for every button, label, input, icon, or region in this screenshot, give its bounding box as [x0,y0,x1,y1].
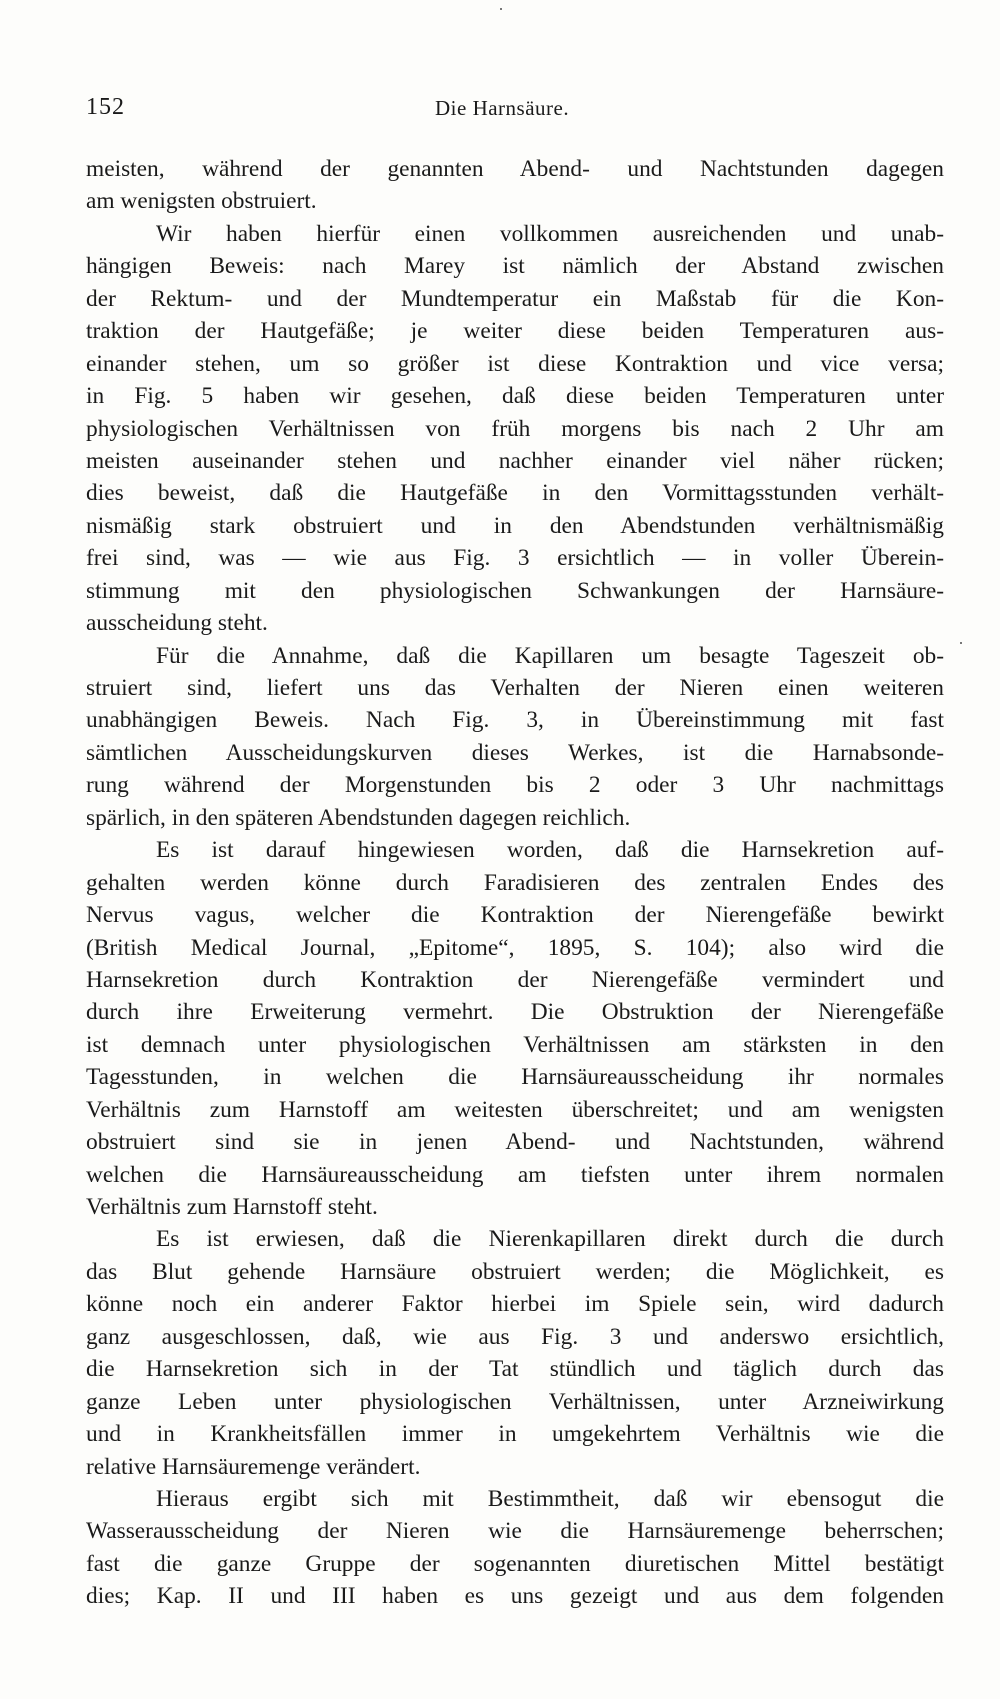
text-line: ganz ausgeschlossen, daß, wie aus Fig. 3 und anderswo ersichtlich, [86,1323,944,1350]
text-line: das Blut gehende Harnsäure obstruiert werden; die Möglichkeit, es [86,1258,944,1285]
text-line: Harnsekretion durch Kontraktion der Nierengefäße vermindert und [86,966,944,993]
text-line: ist demnach unter physiologischen Verhältnissen am stärksten in den [86,1031,944,1058]
text-line: frei sind, was — wie aus Fig. 3 ersichtlich — in voller Überein- [86,545,944,572]
running-title: Die Harnsäure. [435,96,570,120]
page-header [86,94,944,128]
text-line: Für die Annahme, daß die Kapillaren um besagte Tageszeit ob- [156,642,944,669]
text-line: Tagesstunden, in welchen die Harnsäureausscheidung ihr normales [86,1064,944,1091]
text-line: und in Krankheitsfällen immer in umgekehrtem Verhältnis wie die [86,1421,944,1448]
text-line: nismäßig stark obstruiert und in den Abendstunden verhältnismäßig [86,512,944,539]
text-line: hängigen Beweis: nach Marey ist nämlich der Abstand zwischen [86,253,944,280]
text-line: durch ihre Erweiterung vermehrt. Die Obstruktion der Nierengefäße [86,999,944,1026]
text-line: fast die ganze Gruppe der sogenannten diuretischen Mittel bestätigt [86,1550,944,1577]
text-line: Verhältnis zum Harnstoff am weitesten überschreitet; und am wenigsten [86,1096,944,1123]
text-line: sämtlichen Ausscheidungskurven dieses Werkes, ist die Harnabsonde- [86,739,944,766]
text-line: welchen die Harnsäureausscheidung am tiefsten unter ihrem normalen [86,1161,944,1188]
text-line: dies beweist, daß die Hautgefäße in den Vormittagsstunden verhält- [86,480,944,507]
text-line: spärlich, in den späteren Abendstunden dagegen reichlich. [86,804,631,831]
text-line: physiologischen Verhältnissen von früh morgens bis nach 2 Uhr am [86,415,944,442]
text-line: gehalten werden könne durch Faradisieren des zentralen Endes des [86,869,944,896]
scan-speck [960,642,962,644]
text-line: Es ist darauf hingewiesen worden, daß die Harnsekretion auf- [156,837,944,864]
text-line: rung während der Morgenstunden bis 2 oder 3 Uhr nachmittags [86,772,944,799]
body-text [86,153,944,1613]
text-line: obstruiert sind sie in jenen Abend- und Nachtstunden, während [86,1129,944,1156]
text-line: Hieraus ergibt sich mit Bestimmtheit, daß wir ebensogut die [156,1485,944,1512]
text-line: relative Harnsäuremenge verändert. [86,1453,421,1480]
text-line: meisten, während der genannten Abend- und Nachtstunden dagegen [86,156,944,182]
text-line: dies; Kap. II und III haben es uns gezeigt und aus dem folgenden [86,1583,944,1610]
text-line: einander stehen, um so größer ist diese Kontraktion und vice versa; [86,350,944,377]
text-line: meisten auseinander stehen und nachher einander viel näher rücken; [86,447,944,474]
text-line: Wasserausscheidung der Nieren wie die Harnsäuremenge beherrschen; [86,1518,944,1545]
text-line: ausscheidung steht. [86,610,268,637]
text-line: struiert sind, liefert uns das Verhalten der Nieren einen weiteren [86,675,944,701]
page-number: 152 [86,94,125,120]
text-line: Nervus vagus, welcher die Kontraktion der Nierengefäße bewirkt [86,902,944,929]
text-line: Wir haben hierfür einen vollkommen ausreichenden und unab- [156,220,944,247]
text-line: der Rektum- und der Mundtemperatur ein Maßstab für die Kon- [86,285,944,312]
text-line: (British Medical Journal, „Epitome“, 1895, S. 104); also wird die [86,934,944,961]
text-line: am wenigsten obstruiert. [86,188,317,215]
text-line: Verhältnis zum Harnstoff steht. [86,1194,378,1220]
text-line: könne noch ein anderer Faktor hierbei im Spiele sein, wird dadurch [86,1291,944,1318]
text-line: traktion der Hautgefäße; je weiter diese beiden Temperaturen aus- [86,318,944,345]
text-line: in Fig. 5 haben wir gesehen, daß diese beiden Temperaturen unter [86,383,944,410]
text-line: unabhängigen Beweis. Nach Fig. 3, in Übereinstimmung mit fast [86,707,944,734]
scan-speck [500,8,502,10]
text-line: stimmung mit den physiologischen Schwankungen der Harnsäure- [86,577,944,604]
text-line: die Harnsekretion sich in der Tat stündlich und täglich durch das [86,1356,944,1383]
text-line: Es ist erwiesen, daß die Nierenkapillaren direkt durch die durch [156,1226,944,1253]
text-line: ganze Leben unter physiologischen Verhältnissen, unter Arzneiwirkung [86,1388,944,1415]
